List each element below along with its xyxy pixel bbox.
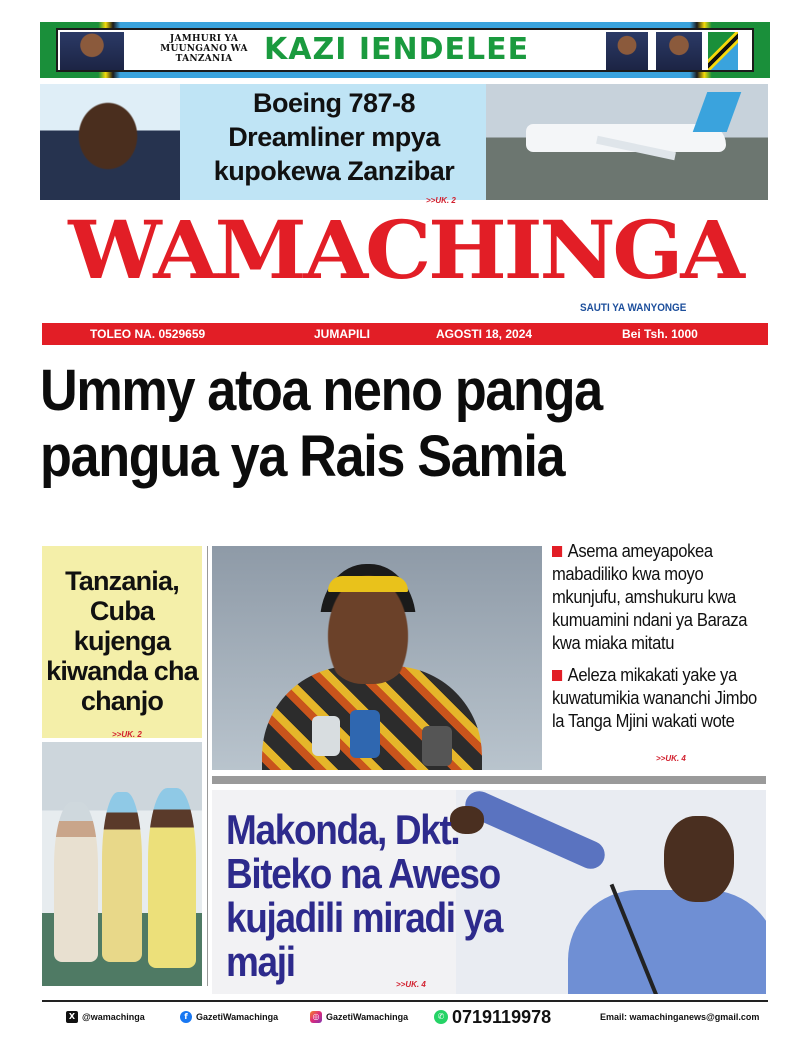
instagram-link[interactable] <box>310 1002 408 1032</box>
microphone-icon <box>312 716 340 756</box>
makonda-story[interactable] <box>212 790 766 994</box>
bullet-text: Aeleza mikakati yake ya kuwatumikia wananchi Jimbo la Tanga Mjini wakati wote <box>552 665 757 731</box>
banner-inner <box>56 28 754 72</box>
column-divider <box>207 546 208 986</box>
issue-day: JUMAPILI <box>314 327 371 341</box>
banner-title: KAZI IENDELEE <box>264 32 530 67</box>
ummy-page-ref[interactable]: >>UK. 4 <box>656 754 686 763</box>
banner-country-text: JAMHURI YA MUUNGANO WA TANZANIA <box>160 34 248 64</box>
footer-social-bar <box>42 1000 768 1030</box>
top-banner <box>40 22 770 78</box>
whatsapp-icon: ✆ <box>434 1010 448 1024</box>
photo-headband <box>328 576 408 592</box>
instagram-icon: ◎ <box>310 1011 322 1023</box>
section-divider <box>212 776 766 784</box>
airplane-photo <box>486 84 768 200</box>
cuba-headline[interactable]: Tanzania, Cuba kujenga kiwanda cha chanjo <box>46 566 198 716</box>
bullet-text: Asema ameyapokea mabadiliko kwa moyo mkunjufu, amshukuru kwa kumuamini ndani ya Baraza kwa miaka mitatu <box>552 541 748 653</box>
boeing-story[interactable] <box>40 84 768 205</box>
phone-link[interactable] <box>434 1002 551 1032</box>
microphone-icon <box>350 710 380 758</box>
plane-tail <box>693 92 742 132</box>
banner-portrait-president <box>60 32 124 70</box>
facebook-handle: GazetiWamachinga <box>196 1012 279 1022</box>
worker-figure <box>148 788 196 968</box>
photo-head <box>664 816 734 902</box>
boeing-headline[interactable]: Boeing 787-8 Dreamliner mpya kupokewa Zanzibar <box>213 88 455 186</box>
facebook-link[interactable] <box>180 1002 278 1032</box>
bullet-square-icon <box>552 546 562 557</box>
cuba-page-ref[interactable]: >>UK. 2 <box>112 730 142 739</box>
cuba-headline-box <box>42 546 202 738</box>
cuba-story[interactable] <box>42 546 202 986</box>
bullet-item <box>552 540 769 655</box>
masthead-slogan: SAUTI YA WANYONGE <box>580 302 687 314</box>
bullet-square-icon <box>552 670 562 681</box>
x-link[interactable] <box>66 1002 145 1032</box>
issue-price: Bei Tsh. 1000 <box>622 327 698 341</box>
banner-portrait-2 <box>606 32 648 70</box>
email-link[interactable] <box>600 1002 759 1032</box>
banner-portrait-3 <box>656 32 702 70</box>
x-icon: X <box>66 1011 78 1023</box>
vaccine-factory-photo <box>42 742 202 986</box>
facebook-icon: f <box>180 1011 192 1023</box>
worker-figure <box>102 792 142 962</box>
issue-date: AGOSTI 18, 2024 <box>436 327 533 341</box>
email-address: Email: wamachinganews@gmail.com <box>600 1012 760 1022</box>
boeing-page-ref[interactable]: >>UK. 2 <box>426 196 456 205</box>
boeing-speaker-photo <box>40 84 180 200</box>
makonda-headline[interactable]: Makonda, Dkt. Biteko na Aweso kujadili miradi ya maji <box>226 806 503 985</box>
photo-body <box>568 890 766 994</box>
makonda-page-ref[interactable]: >>UK. 4 <box>396 980 426 989</box>
issue-info-bar <box>42 323 768 345</box>
issue-number: TOLEO NA. 0529659 <box>90 327 206 341</box>
instagram-handle: GazetiWamachinga <box>326 1012 409 1022</box>
tanzania-flag <box>708 32 738 70</box>
worker-figure <box>54 802 98 962</box>
ummy-photo <box>212 546 542 770</box>
main-headline[interactable]: Ummy atoa neno panga pangua ya Rais Samia <box>40 358 602 489</box>
microphone-icon <box>422 726 452 766</box>
bullet-item <box>552 664 769 733</box>
x-handle: @wamachinga <box>82 1012 145 1022</box>
masthead-title: WAMACHINGA <box>68 203 742 297</box>
phone-number: 0719119978 <box>452 1007 552 1027</box>
